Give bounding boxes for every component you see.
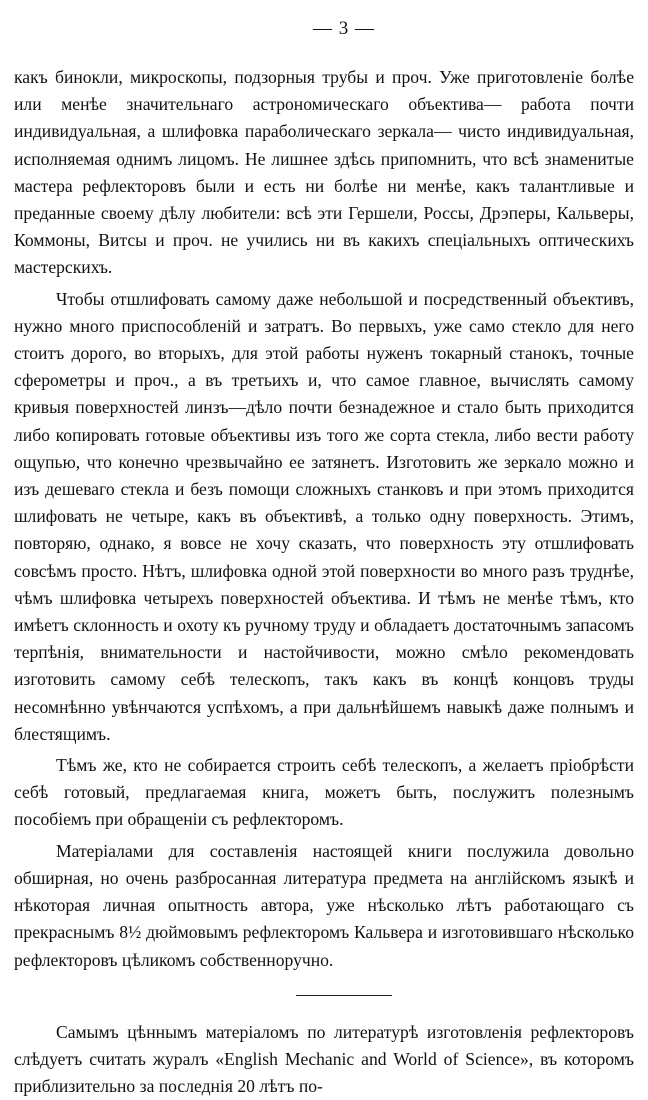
paragraph-1: какъ бинокли, микроскопы, подзорныя трубы и проч. Уже приготовленіе болѣе или менѣе значительнаго астрономическаго объектива— работа почти индивидуальная, а шлифовка параболическаго зеркала— чисто индивидуальная, исполняемая однимъ лицомъ. Не лишнее здѣсь припомнить, что всѣ знаменитые мастера рефлекторовъ были и есть ни болѣе ни менѣе, какъ талантливые и преданные своему дѣлу любители: всѣ эти Гершели, Россы, Дрэперы, Кальверы, Коммоны, Витсы и проч. не учились ни въ какихъ спеціальныхъ оптическихъ мастерскихъ.: [14, 67, 634, 278]
page-number: — 3 —: [313, 18, 375, 39]
document-page: [14, 18, 634, 1100]
paragraph-2: Чтобы отшлифовать самому даже небольшой и посредственный объективъ, нужно много приспособленій и затратъ. Во первыхъ, уже само стекло для него стоитъ дорого, во вторыхъ, для этой работы нуженъ токарный станокъ, точные сферометры и проч., а въ третьихъ и, что самое главное, вычислять самому кривыя поверхностей линзъ—дѣло почти безнадежное и стало быть приходится либо копировать готовые объективы изъ того же сорта стекла, либо вести работу ощупью, что конечно чрезвычайно ее затянетъ. Изготовить же зеркало можно и изъ дешеваго стекла и безъ помощи сложныхъ станковъ и при этомъ приходится шлифовать не четыре, какъ въ объективѣ, а только одну поверхность. Этимъ, повторяю, однако, я вовсе не хочу сказать, что поверхность эту отшлифовать совсѣмъ просто. Нѣтъ, шлифовка одной этой поверхности во много разъ труднѣе, чѣмъ шлифовка четырехъ поверхностей объектива. И тѣмъ не менѣе тѣмъ, кто имѣетъ склонность и охоту къ ручному труду и обладаетъ достаточнымъ запасомъ терпѣнія, внимательности и настойчивости, можно смѣло рекомендовать изготовить самому себѣ телескопъ, такъ какъ въ концѣ концовъ труды несомнѣнно увѣнчаются успѣхомъ, а при дальнѣйшемъ навыкѣ даже полнымъ и блестящимъ.: [14, 288, 634, 744]
section-divider: [296, 995, 392, 996]
paragraph-4: Матеріалами для составленія настоящей книги послужила довольно обширная, но очень разбросанная литература предмета на англійскомъ языкѣ и нѣкоторая личная опытность автора, уже нѣсколько лѣтъ работающаго съ прекраснымъ 8½ дюймовымъ рефлекторомъ Кальвера и изготовившаго нѣсколько рефлекторовъ цѣликомъ собственноручно.: [14, 840, 634, 970]
paragraph-3: Тѣмъ же, кто не собирается строить себѣ телескопъ, а желаетъ пріобрѣсти себѣ готовый, предлагаемая книга, можетъ быть, послужитъ полезнымъ пособіемъ при обращеніи съ рефлекторомъ.: [14, 755, 634, 830]
paragraph-5: Самымъ цѣннымъ матеріаломъ по литературѣ изготовленія рефлекторовъ слѣдуетъ считать журалъ «English Mechanic and World of Science», въ которомъ приблизительно за последнія 20 лѣтъ по-: [14, 1021, 634, 1097]
